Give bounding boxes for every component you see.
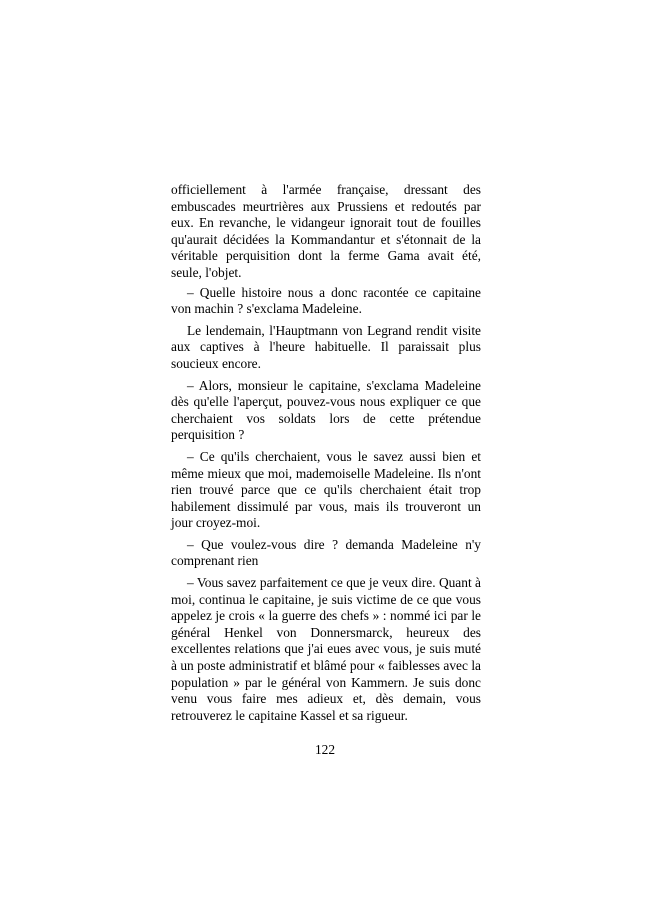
paragraph-narration: Le lendemain, l'Hauptmann von Legrand rendit visite aux captives à l'heure habituelle. Il paraissait plus soucieux encore. (171, 322, 481, 371)
paragraph-continuation: officiellement à l'armée française, dressant des embuscades meurtrières aux Prussiens et redoutés par eux. En revanche, le vidangeur ignorait tout de fouilles qu'aurait décidées la Kommandantur et s'étonnait de la véritable perquisition dont la ferme Gama avait été, seule, l'objet. (171, 182, 481, 280)
paragraph-dialogue: – Quelle histoire nous a donc racontée ce capitaine von machin ? s'exclama Madeleine. (171, 284, 481, 317)
page-number: 122 (314, 742, 336, 757)
paragraph-dialogue: – Alors, monsieur le capitaine, s'exclama Madeleine dès qu'elle l'aperçut, pouvez-vous nous expliquer ce que cherchaient vos soldats lors de cette prétendue perquisition ? (171, 377, 481, 443)
paragraph-dialogue: – Que voulez-vous dire ? demanda Madeleine n'y comprenant rien (171, 536, 481, 569)
page-body-text (171, 182, 481, 729)
paragraph-dialogue: – Ce qu'ils cherchaient, vous le savez aussi bien et même mieux que moi, mademoiselle Madeleine. Ils n'ont rien trouvé parce que ce qu'ils cherchaient était trop habilement dissimulé par vous, mais ils trouveront un jour croyez-moi. (171, 448, 481, 531)
paragraph-dialogue: – Vous savez parfaitement ce que je veux dire. Quant à moi, continua le capitaine, je suis victime de ce que vous appelez je crois « la guerre des chefs » : nommé ici par le général Henkel von Donnersmarck, heureux des excellentes relations que j'ai eues avec vous, je suis muté à un poste administratif et blâmé pour « faiblesses avec la population » par le général von Kammern. Je suis donc venu vous faire mes adieux et, dès demain, vous retrouverez le capitaine Kassel et sa rigueur. (171, 575, 481, 723)
